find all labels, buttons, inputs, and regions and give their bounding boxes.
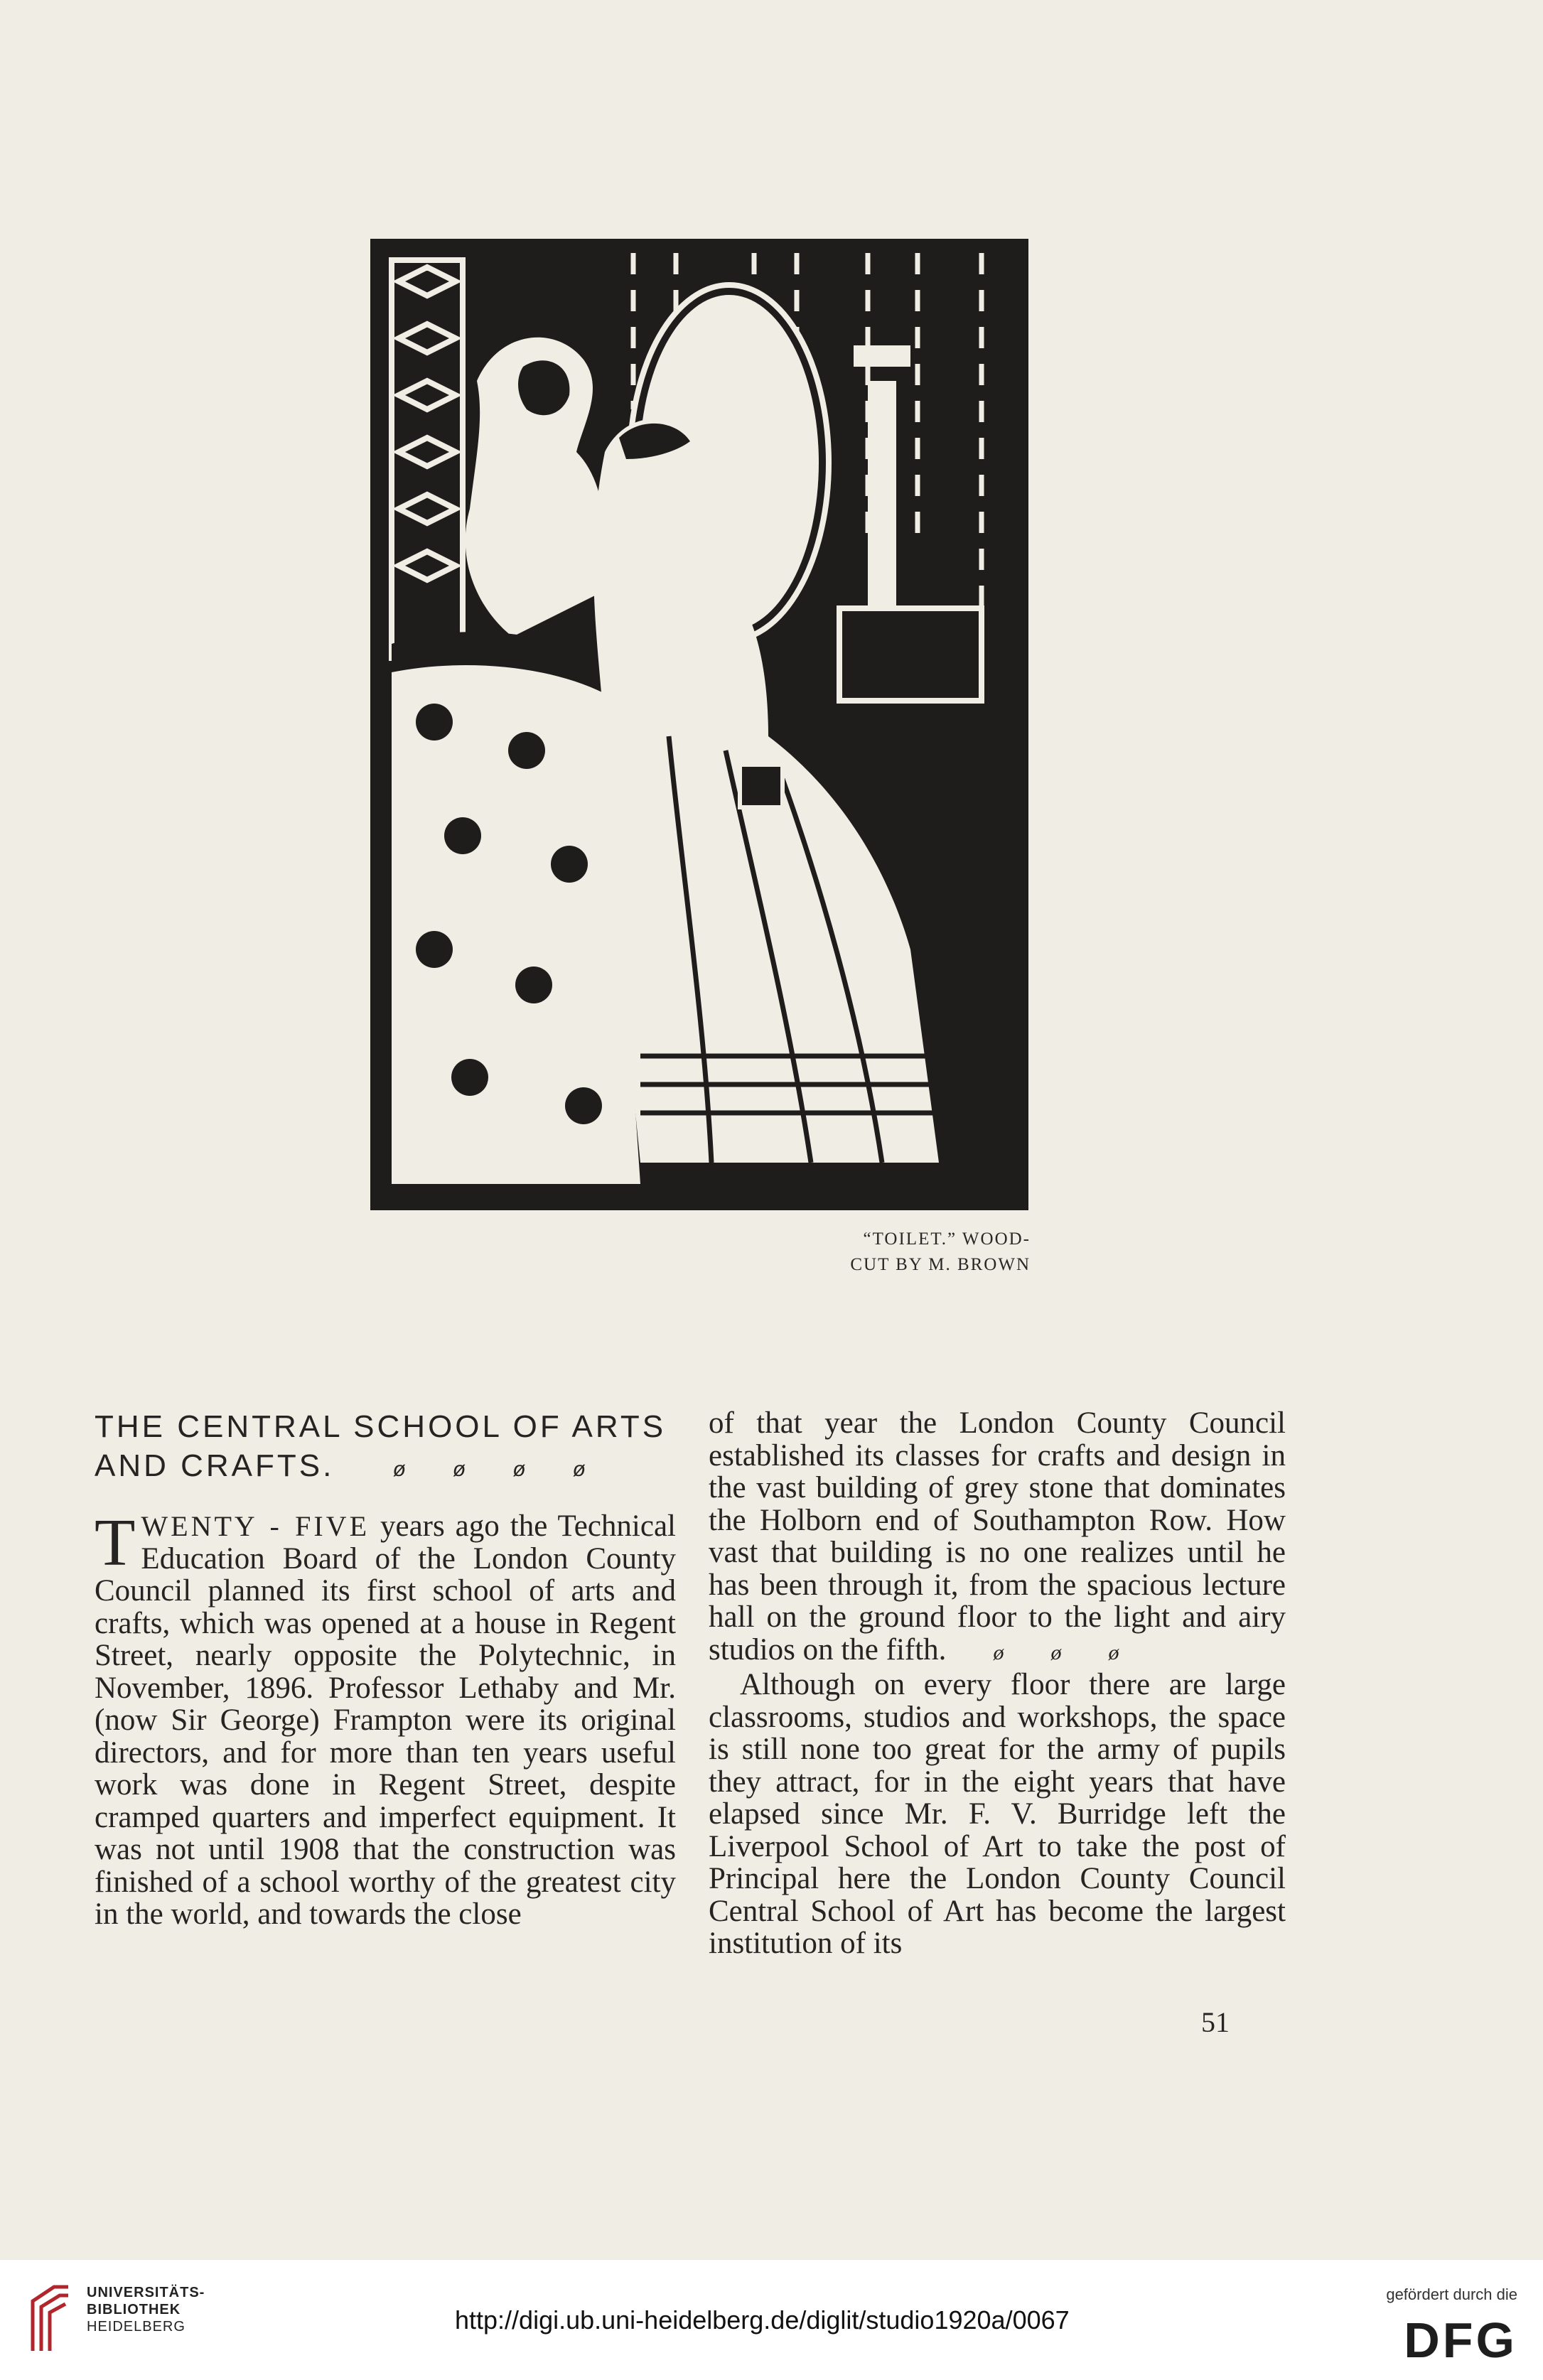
heading-line-1: THE CENTRAL SCHOOL OF ARTS — [95, 1409, 667, 1444]
illustration-caption — [753, 1227, 1031, 1278]
caption-line-1: “TOILET.” WOOD- — [863, 1229, 1031, 1249]
left-column — [95, 1407, 676, 1931]
permalink-url[interactable]: http://digi.ub.uni-heidelberg.de/diglit/studio1920a/0067 — [455, 2305, 1070, 2335]
paragraph-2 — [709, 1669, 1286, 1960]
ornament-icon: ø — [993, 1640, 1004, 1664]
dfg-logo[interactable]: DFG — [1404, 2312, 1517, 2368]
article-heading — [95, 1407, 676, 1489]
paragraph-1-text: years ago the Technical Education Board of the London County Council planned its first school of arts and crafts, which was opened at a house in Regent Street, nearly opposite the Polytechnic, in November, 1896. Professor Lethaby and Mr. (now Sir George) Frampton were its original directors, and for more than ten years useful work was done in Regent Street, despite cramped quarters and imperfect equipment. It was not until 1908 that the construction was finished of a school worthy of the greatest city in the world, and towards the close — [95, 1509, 676, 1931]
ornament-icon: ø — [452, 1458, 466, 1481]
paragraph-2-text: Although on every floor there are large classrooms, studios and workshops, the space is still none too great for the army of pupils they attract, for in the eight years that have elapsed since Mr. F. V. Burridge left the Liverpool School of Art to take the post of Principal here the London County Council Central School of Art has become the largest institution of its — [709, 1668, 1286, 1960]
library-line-3: HEIDELBERG — [87, 2319, 186, 2335]
drop-cap: T — [95, 1506, 136, 1580]
woodcut-illustration — [370, 239, 1028, 1210]
footer-bar — [0, 2260, 1543, 2380]
library-name — [87, 2284, 205, 2335]
page-number: 51 — [1201, 2006, 1230, 2038]
library-line-2: BIBLIOTHEK — [87, 2302, 181, 2317]
funded-by-label: gefördert durch die — [1386, 2285, 1517, 2303]
ornament-icon: ø — [1050, 1640, 1062, 1664]
heading-line-2: AND CRAFTS. — [95, 1448, 335, 1483]
caption-line-2: CUT BY M. BROWN — [850, 1255, 1031, 1274]
library-logo-icon[interactable] — [26, 2280, 75, 2362]
ornament-icon: ø — [392, 1458, 406, 1481]
paragraph-1 — [95, 1506, 676, 1931]
ornament-icon: ø — [512, 1458, 526, 1481]
paragraph-1-cont-text: of that year the London County Council established its classes for crafts and design in the vast building of grey stone that dominates the Holborn end of Southampton Row. How vast that building is no one realizes until he has been through it, from the spacious lecture hall on the ground floor to the light and airy studios on the fifth. — [709, 1406, 1286, 1666]
ornament-icon: ø — [1108, 1640, 1119, 1664]
opening-words: WENTY - FIVE — [141, 1510, 370, 1542]
ornament-icon: ø — [572, 1458, 586, 1481]
right-column — [709, 1407, 1286, 1960]
paragraph-1-continued — [709, 1407, 1286, 1669]
library-line-1: UNIVERSITÄTS- — [87, 2285, 205, 2300]
